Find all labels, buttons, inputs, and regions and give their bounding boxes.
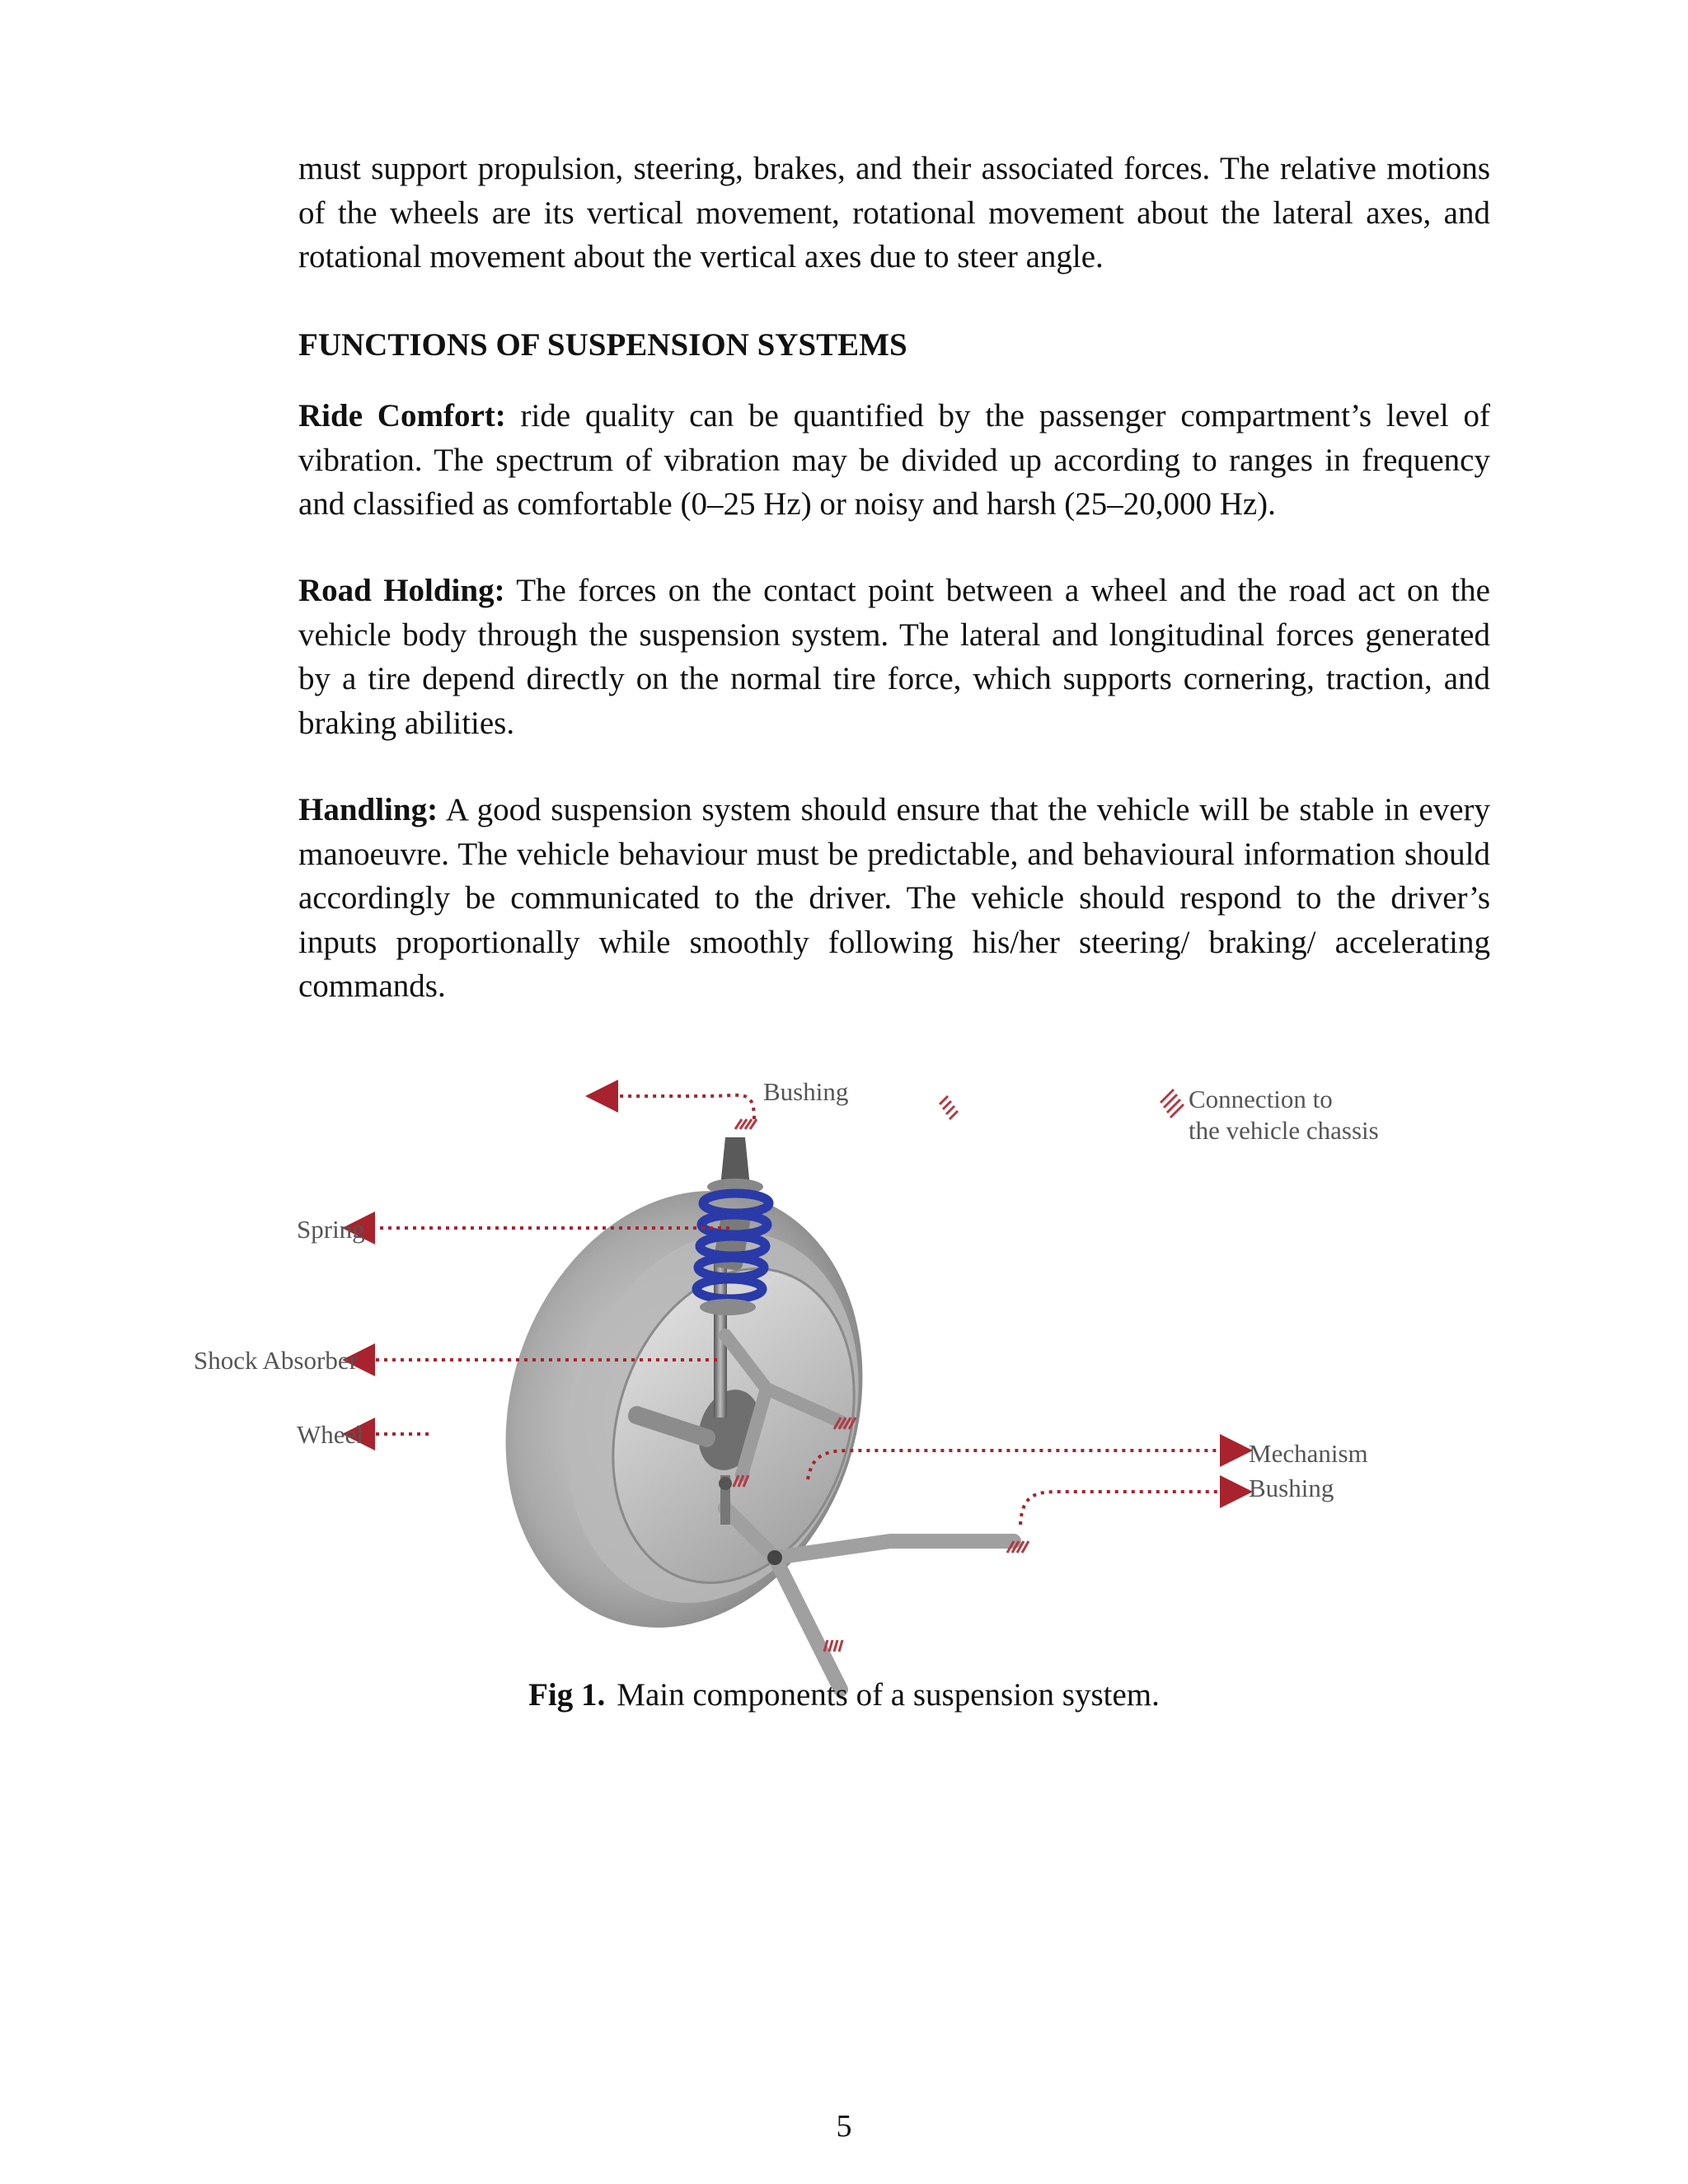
suspension-diagram [194, 1063, 1401, 1673]
ride-comfort-text: ride quality can be quantified by the passenger compartment’s level of vibration. The spectrum of vibration may be divided up according to ranges in frequency and classified as comfortable (0–25 Hz) or noisy and harsh (25–20,000 Hz). [298, 398, 1490, 522]
handling-term: Handling: [298, 792, 438, 827]
ride-comfort-term: Ride Comfort: [298, 398, 506, 434]
label-connection-line1: Connection to [1189, 1085, 1333, 1113]
hatch-legend-icon [1160, 1090, 1184, 1118]
figure-number: Fig 1. [528, 1677, 606, 1713]
ride-comfort-paragraph [298, 394, 1490, 527]
label-wheel: Wheel [297, 1420, 363, 1449]
road-holding-term: Road Holding: [298, 573, 505, 608]
label-bushing-top: Bushing [763, 1077, 849, 1106]
wheel-tire [451, 1144, 917, 1674]
coil-spring [696, 1193, 769, 1315]
label-shock-absorber: Shock Absorber [194, 1346, 358, 1375]
figure-caption-text: Main components of a suspension system. [617, 1677, 1160, 1713]
handling-paragraph [298, 788, 1490, 1009]
label-mechanism: Mechanism [1249, 1439, 1368, 1468]
page-number: 5 [836, 2109, 852, 2144]
section-heading: FUNCTIONS OF SUSPENSION SYSTEMS [298, 327, 907, 363]
label-spring: Spring [297, 1215, 365, 1244]
intro-paragraph: must support propulsion, steering, brakes, and their associated forces. The relative motions of the wheels are its vertical movement, rotational movement about the lateral axes, and rotational movement about the vertical axes due to steer angle. [298, 151, 1490, 274]
label-bushing-bottom: Bushing [1249, 1474, 1334, 1502]
label-connection-line2: the vehicle chassis [1189, 1116, 1379, 1145]
handling-text: A good suspension system should ensure that the vehicle will be stable in every manoeuvre. The vehicle behaviour must be predictable, and behavioural information should accordingly be communicated to the driver. The vehicle should respond to the driver’s inputs proportionally while smoothly following his/her steering/ braking/ accelerating commands. [298, 792, 1490, 1004]
figure-caption [0, 1673, 1688, 1717]
suspension-figure [194, 1063, 1401, 1673]
road-holding-text: The forces on the contact point between a wheel and the road act on the vehicle body through the suspension system. The lateral and longitudinal forces generated by a tire depend directly on the normal tire force, which supports cornering, traction, and braking abilities. [298, 573, 1490, 741]
road-holding-paragraph [298, 569, 1490, 745]
